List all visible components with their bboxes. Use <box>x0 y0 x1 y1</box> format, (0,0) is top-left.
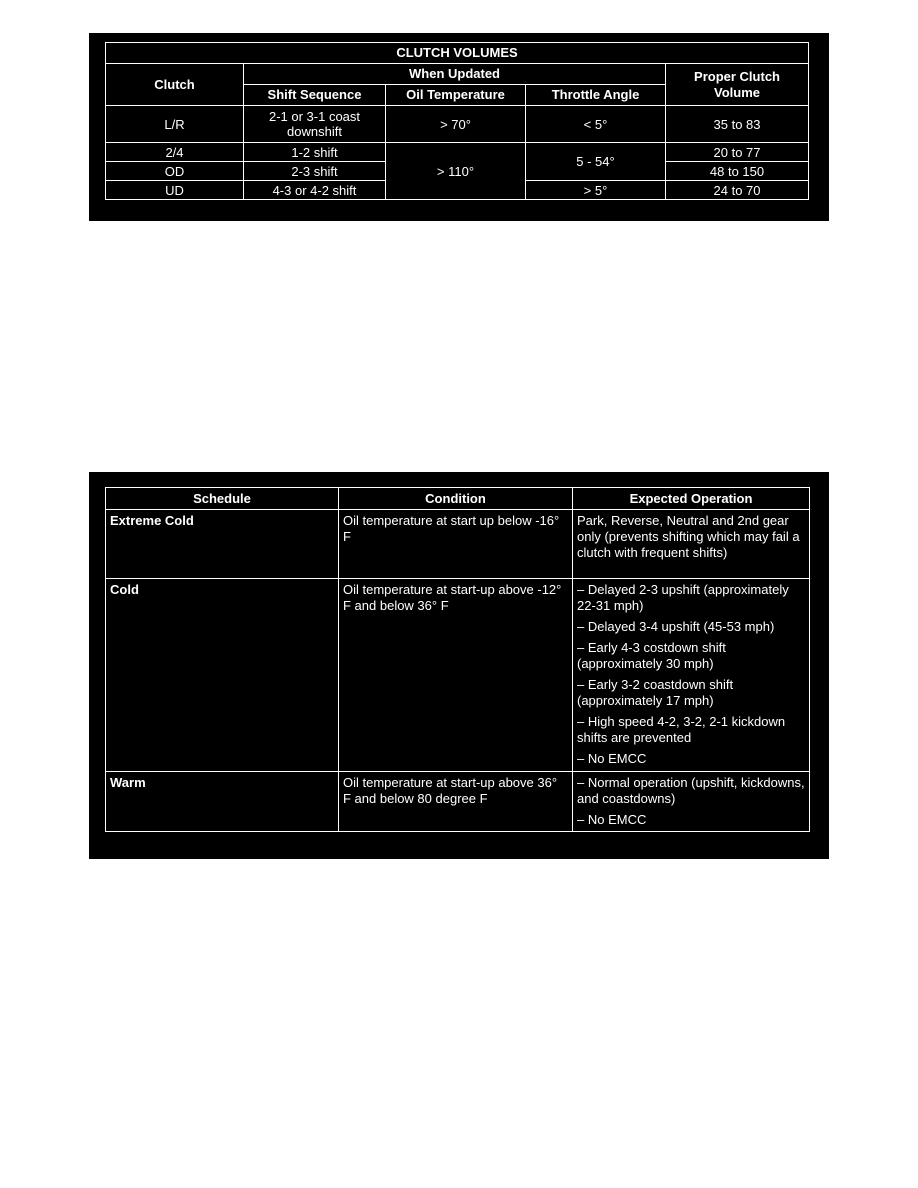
cell-condition: Oil temperature at start up below -16° F <box>339 510 573 579</box>
cell-condition: Oil temperature at start-up above -12° F and below 36° F <box>339 579 573 772</box>
cell-clutch: OD <box>106 162 244 181</box>
shift-schedule-table <box>105 487 810 832</box>
table-row <box>106 510 810 579</box>
cell-operations <box>573 772 810 832</box>
header-proper-volume: Proper Clutch Volume <box>666 64 809 106</box>
cell-shift: 2-3 shift <box>244 162 386 181</box>
header-throttle-angle: Throttle Angle <box>526 85 666 106</box>
header-expected-operation: Expected Operation <box>573 488 810 510</box>
cell-volume: 24 to 70 <box>666 181 809 200</box>
operation-item: – No EMCC <box>577 812 647 827</box>
shift-schedule-panel <box>89 472 829 859</box>
operation-item: – High speed 4-2, 3-2, 2-1 kickdown shifts are prevented <box>577 714 786 745</box>
operation-item: – Normal operation (upshift, kickdowns, and coastdowns) <box>577 775 805 806</box>
clutch-volumes-panel <box>89 33 829 221</box>
operation-item: – Delayed 2-3 upshift (approximately 22-31 mph) <box>577 582 789 613</box>
operation-item: – Early 3-2 coastdown shift (approximately 17 mph) <box>577 677 734 708</box>
cell-oil-merged: > 110° <box>386 143 526 200</box>
cell-volume: 20 to 77 <box>666 143 809 162</box>
cell-operations <box>573 510 810 579</box>
cell-clutch: L/R <box>106 106 244 143</box>
cell-throttle: > 5° <box>526 181 666 200</box>
header-clutch: Clutch <box>106 64 244 106</box>
cell-shift: 1-2 shift <box>244 143 386 162</box>
cell-clutch: UD <box>106 181 244 200</box>
table-row <box>106 106 809 143</box>
operation-item: Park, Reverse, Neutral and 2nd gear only (prevents shifting which may fail a clutch with frequent shifts) <box>577 513 800 560</box>
header-when-updated: When Updated <box>244 64 666 85</box>
cell-schedule: Cold <box>106 579 339 772</box>
header-schedule: Schedule <box>106 488 339 510</box>
cell-throttle-merged: 5 - 54° <box>526 143 666 181</box>
cell-throttle: < 5° <box>526 106 666 143</box>
table-row <box>106 772 810 832</box>
cell-condition: Oil temperature at start-up above 36° F and below 80 degree F <box>339 772 573 832</box>
cell-operations <box>573 579 810 772</box>
cell-schedule: Warm <box>106 772 339 832</box>
clutch-volumes-table <box>105 42 809 200</box>
header-oil-temperature: Oil Temperature <box>386 85 526 106</box>
cell-volume: 48 to 150 <box>666 162 809 181</box>
table-row <box>106 579 810 772</box>
clutch-table-title: CLUTCH VOLUMES <box>106 43 809 64</box>
header-condition: Condition <box>339 488 573 510</box>
cell-volume: 35 to 83 <box>666 106 809 143</box>
cell-shift: 4-3 or 4-2 shift <box>244 181 386 200</box>
operation-item: – Delayed 3-4 upshift (45-53 mph) <box>577 619 775 634</box>
operation-item: – Early 4-3 costdown shift (approximately 30 mph) <box>577 640 726 671</box>
cell-shift: 2-1 or 3-1 coast downshift <box>244 106 386 143</box>
cell-schedule: Extreme Cold <box>106 510 339 579</box>
cell-oil: > 70° <box>386 106 526 143</box>
cell-clutch: 2/4 <box>106 143 244 162</box>
table-row <box>106 143 809 162</box>
header-shift-sequence: Shift Sequence <box>244 85 386 106</box>
operation-item: – No EMCC <box>577 751 647 766</box>
